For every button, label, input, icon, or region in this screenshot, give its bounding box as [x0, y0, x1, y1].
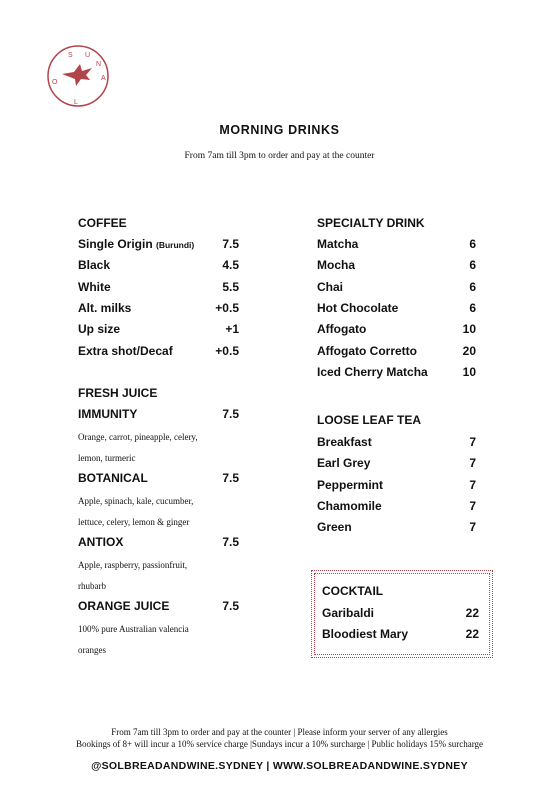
- menu-item: [317, 499, 476, 513]
- item-name: Black: [78, 258, 111, 272]
- item-name: Matcha: [317, 237, 359, 251]
- cocktail-heading: COCKTAIL: [322, 584, 384, 598]
- menu-item: [322, 627, 479, 641]
- item-name: IMMUNITY: [78, 407, 138, 421]
- footer-line-2: Bookings of 8+ will incur a 10% service charge |Sundays incur a 10% surcharge | Public holidays 15% surcharge: [75, 739, 484, 749]
- item-price: 6: [469, 258, 476, 272]
- item-price: 20: [462, 344, 476, 358]
- menu-item: [317, 322, 476, 336]
- item-price: 22: [465, 627, 479, 641]
- item-description: [78, 427, 198, 469]
- desc-line: Apple, spinach, kale, cucumber,: [78, 496, 194, 506]
- item-name: Iced Cherry Matcha: [317, 365, 428, 379]
- logo-letter: O: [52, 79, 58, 86]
- juice-item: [78, 407, 239, 421]
- item-price: 6: [469, 280, 476, 294]
- menu-item: [317, 301, 476, 315]
- footer-line-1: From 7am till 3pm to order and pay at the counter | Please inform your server of any allergies: [111, 727, 448, 737]
- desc-line: lemon, turmeric: [78, 453, 136, 463]
- item-name: Green: [317, 520, 352, 534]
- item-price: 7: [469, 520, 476, 534]
- item-price: 7: [469, 435, 476, 449]
- menu-item: [317, 435, 476, 449]
- juice-item: [78, 535, 239, 549]
- coffee-heading: COFFEE: [78, 216, 127, 230]
- item-name: Extra shot/Decaf: [78, 344, 173, 358]
- item-name: Mocha: [317, 258, 356, 272]
- item-name: ORANGE JUICE: [78, 599, 170, 613]
- footer-web[interactable]: @SOLBREADANDWINE.SYDNEY | WWW.SOLBREADANDWINE.SYDNEY: [91, 760, 468, 772]
- menu-item: [78, 237, 239, 251]
- item-name: Earl Grey: [317, 456, 371, 470]
- logo-letter: S: [68, 52, 73, 59]
- menu-item: [78, 301, 239, 315]
- menu-item: [317, 237, 476, 251]
- item-price: 5.5: [222, 280, 239, 294]
- menu-item: [78, 322, 239, 336]
- item-price: 7.5: [222, 237, 239, 251]
- item-name: Affogato Corretto: [317, 344, 417, 358]
- item-price: 7: [469, 499, 476, 513]
- logo-letter: U: [85, 52, 91, 59]
- menu-item: [78, 258, 239, 272]
- desc-line: lettuce, celery, lemon & ginger: [78, 517, 190, 527]
- logo-letter: L: [74, 99, 78, 106]
- item-name: White: [78, 280, 111, 294]
- juice-item: [78, 599, 239, 613]
- menu-item: [78, 344, 239, 358]
- item-name: Single Origin: [78, 237, 153, 251]
- item-name: Up size: [78, 322, 121, 336]
- item-price: 10: [462, 365, 476, 379]
- item-price: +1: [225, 322, 239, 336]
- tea-heading: LOOSE LEAF TEA: [317, 413, 422, 427]
- juice-item: [78, 471, 239, 485]
- item-price: 7.5: [222, 599, 239, 613]
- menu-item: [317, 478, 476, 492]
- desc-line: Orange, carrot, pineapple, celery,: [78, 432, 198, 442]
- desc-line: 100% pure Australian valencia: [78, 624, 189, 634]
- logo-letter: N: [96, 61, 102, 68]
- item-price: 7: [469, 478, 476, 492]
- item-description: [78, 619, 189, 661]
- item-name: Bloodiest Mary: [322, 627, 409, 641]
- menu-item: [317, 520, 476, 534]
- menu-item: [317, 280, 476, 294]
- item-name: Breakfast: [317, 435, 372, 449]
- item-name: Hot Chocolate: [317, 301, 399, 315]
- logo-letter: A: [101, 75, 106, 82]
- item-price: 10: [462, 322, 476, 336]
- item-price: 7: [469, 456, 476, 470]
- item-price: 7.5: [222, 535, 239, 549]
- item-note: (Burundi): [156, 240, 195, 250]
- item-price: 7.5: [222, 407, 239, 421]
- item-price: 7.5: [222, 471, 239, 485]
- page-title: MORNING DRINKS: [219, 123, 340, 137]
- page-subtitle: From 7am till 3pm to order and pay at the counter: [184, 151, 375, 161]
- item-name: Chai: [317, 280, 344, 294]
- bird-icon: [62, 64, 92, 86]
- item-name: Chamomile: [317, 499, 382, 513]
- menu-item: [317, 365, 476, 379]
- menu-item: [317, 344, 476, 358]
- item-price: 4.5: [222, 258, 239, 272]
- item-name: Affogato: [317, 322, 367, 336]
- item-name: ANTIOX: [78, 535, 124, 549]
- sol-logo: [46, 44, 110, 108]
- menu-item: [78, 280, 239, 294]
- item-price: 6: [469, 237, 476, 251]
- item-name: Alt. milks: [78, 301, 132, 315]
- desc-line: Apple, raspberry, passionfruit,: [78, 560, 188, 570]
- specialty-heading: SPECIALTY DRINK: [317, 216, 425, 230]
- desc-line: rhubarb: [78, 581, 106, 591]
- item-name: Garibaldi: [322, 606, 375, 620]
- item-price: +0.5: [215, 301, 239, 315]
- item-price: 22: [465, 606, 479, 620]
- item-price: +0.5: [215, 344, 239, 358]
- item-name: BOTANICAL: [78, 471, 148, 485]
- desc-line: oranges: [78, 645, 106, 655]
- item-price: 6: [469, 301, 476, 315]
- menu-item: [317, 258, 476, 272]
- item-description: [78, 555, 187, 597]
- menu-item: [322, 606, 479, 620]
- fresh-juice-heading: FRESH JUICE: [78, 386, 158, 400]
- item-description: [78, 491, 193, 533]
- item-name: Peppermint: [317, 478, 384, 492]
- menu-item: [317, 456, 476, 470]
